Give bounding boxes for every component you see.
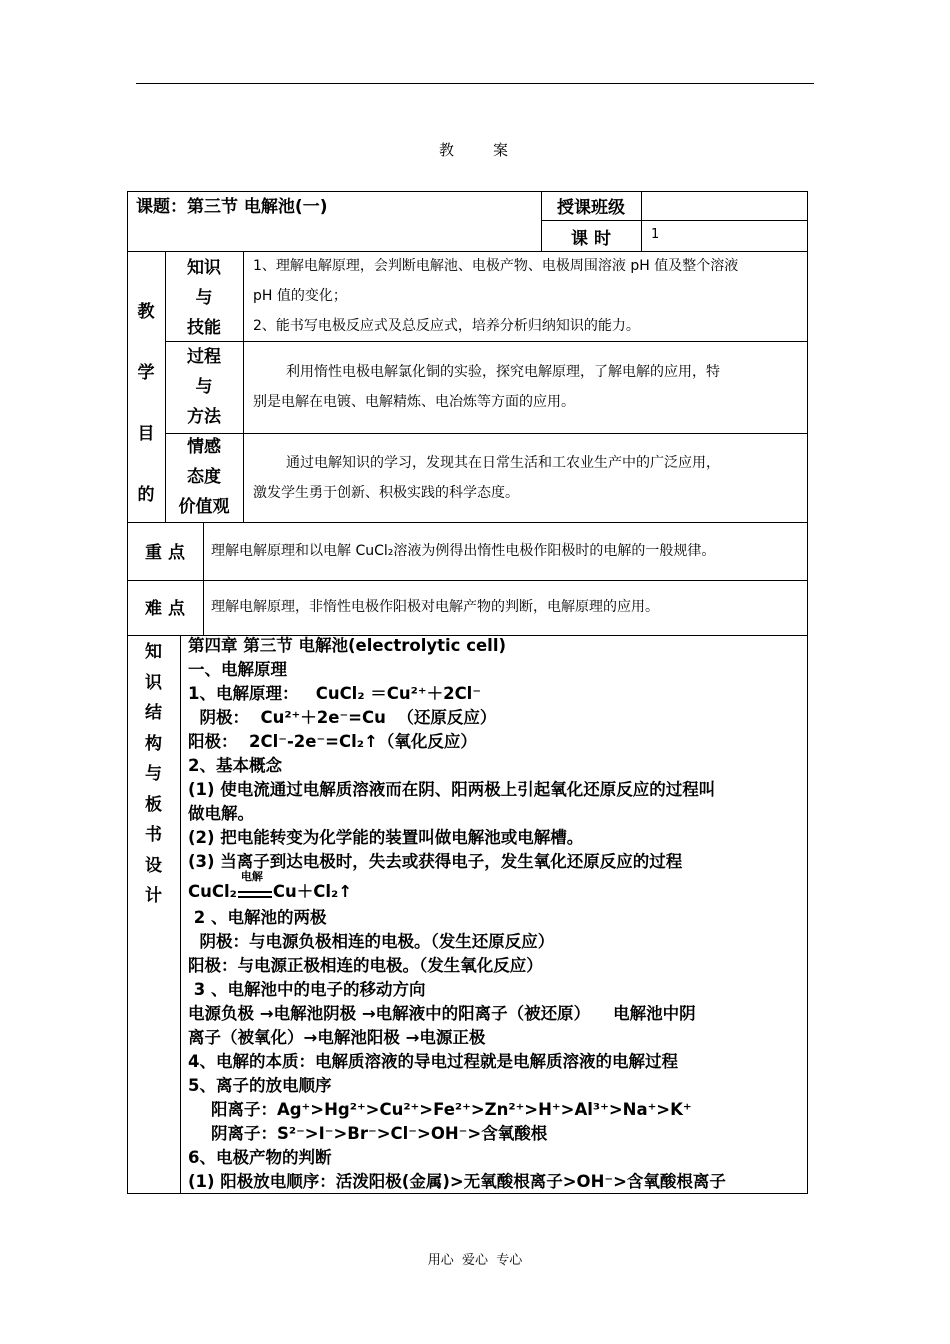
- text-line: 通过电解知识的学习，发现其在日常生活和工农业生产中的广泛应用，: [286, 455, 720, 471]
- period-label: 课 时: [571, 229, 611, 249]
- label-line: 与: [195, 288, 213, 308]
- objective-label-attitude: [165, 432, 243, 522]
- row-divider: [127, 580, 808, 581]
- cell-divider: [203, 522, 204, 635]
- objective-label-process: [165, 342, 243, 432]
- objective-text-knowledge: [253, 251, 803, 341]
- label-char: 知: [145, 642, 162, 662]
- equation-line: 阴极： Cu²⁺＋2e⁻=Cu （还原反应）: [188, 708, 497, 727]
- label-line: 与: [195, 377, 213, 397]
- cation-order: 阳离子：Ag⁺>Hg²⁺>Cu²⁺>Fe²⁺>Zn²⁺>H⁺>Al³⁺>Na⁺>K⁺: [188, 1100, 692, 1119]
- board-design-content: [188, 634, 804, 1194]
- objective-text-process: [253, 357, 803, 417]
- text-line: 电源负极 →电解池阴极 →电解液中的阳离子（被还原） 电解池中阴: [188, 1004, 696, 1023]
- topic-title: 课题：第三节 电解池(一): [136, 197, 328, 217]
- chapter-heading: 第四章 第三节 电解池(electrolytic cell): [188, 636, 507, 655]
- equation-line: 1、电解原理： CuCl₂ ＝Cu²⁺＋2Cl⁻: [188, 684, 482, 703]
- objective-label-knowledge: [165, 253, 243, 343]
- label-char: 板: [145, 794, 162, 815]
- text-line: (2) 把电能转变为化学能的装置叫做电解池或电解槽。: [188, 828, 584, 847]
- electrolysis-equation: [188, 869, 804, 906]
- label-line: 技能: [187, 318, 221, 338]
- subsection-heading: 5、离子的放电顺序: [188, 1076, 332, 1095]
- text-line: 1、理解电解原理，会判断电解池、电极产物、电极周围溶液 pH 值及整个溶液: [253, 258, 739, 274]
- knowledge-section-label: [127, 637, 180, 912]
- title-char: 案: [493, 141, 512, 159]
- period-value: 1: [651, 227, 660, 242]
- page-footer: 用心 爱心 专心: [427, 1253, 523, 1268]
- subsection-heading: 2、基本概念: [188, 756, 282, 775]
- row-divider: [165, 341, 808, 342]
- label-char: 构: [145, 733, 162, 754]
- subsection-heading: 3 、电解池中的电子的移动方向: [188, 980, 426, 999]
- reactant: CuCl₂: [188, 882, 237, 901]
- condition-label: 电解: [240, 869, 263, 883]
- cell-divider: [641, 191, 642, 251]
- header-rule: [136, 83, 814, 84]
- label-char: 书: [145, 825, 162, 845]
- label-line: 价值观: [178, 497, 230, 517]
- text-line: 阳极：与电源正极相连的电极。（发生氧化反应）: [188, 956, 543, 975]
- cell-divider: [180, 635, 181, 1194]
- text-line: (1) 阳极放电顺序：活泼阳极(金属)>无氧酸根离子>OH⁻>含氧酸根离子: [188, 1172, 726, 1191]
- electrolysis-condition-sign: [238, 869, 272, 903]
- document-title: [0, 139, 950, 160]
- objective-text-attitude: [253, 448, 803, 508]
- equals-bar: [238, 896, 272, 898]
- subsection-heading: 6、电极产物的判断: [188, 1148, 332, 1167]
- text-line: 别是电解在电镀、电解精炼、电冶炼等方面的应用。: [253, 394, 575, 410]
- products: Cu＋Cl₂↑: [272, 882, 353, 901]
- equals-bar: [238, 891, 272, 893]
- key-point-text: 理解电解原理和以电解 CuCl₂溶液为例得出惰性电极作阳极时的电解的一般规律。: [211, 543, 716, 559]
- text-line: 4、电解的本质：电解质溶液的导电过程就是电解质溶液的电解过程: [188, 1052, 678, 1071]
- title-char: 教: [438, 141, 457, 159]
- text-line: 离子（被氧化）→电解池阳极 →电源正极: [188, 1028, 486, 1047]
- label-char: 计: [145, 886, 162, 906]
- label-line: 方法: [187, 407, 221, 427]
- label-char: 教: [137, 302, 155, 322]
- label-char: 设: [145, 855, 162, 876]
- anion-order: 阴离子：S²⁻>I⁻>Br⁻>Cl⁻>OH⁻>含氧酸根: [188, 1124, 548, 1143]
- label-char: 结: [145, 703, 162, 723]
- text-line: 做电解。: [188, 804, 254, 823]
- cell-divider: [243, 251, 244, 522]
- row-divider: [127, 522, 808, 523]
- label-char: 识: [145, 672, 162, 693]
- label-char: 目: [137, 424, 155, 444]
- label-line: 情感: [187, 437, 221, 457]
- text-line: (3) 当离子到达电极时，失去或获得电子，发生氧化还原反应的过程: [188, 852, 683, 871]
- text-line: (1) 使电流通过电解质溶液而在阴、阳两极上引起氧化还原反应的过程叫: [188, 780, 716, 799]
- equation-line: 阳极： 2Cl⁻-2e⁻=Cl₂↑（氧化反应）: [188, 732, 477, 751]
- objectives-section-label: [127, 282, 165, 526]
- text-line: 利用惰性电极电解氯化铜的实验，探究电解原理，了解电解的应用，特: [286, 364, 720, 380]
- class-label: 授课班级: [557, 198, 625, 218]
- label-char: 学: [137, 363, 155, 383]
- section-heading: 一、电解原理: [188, 660, 287, 679]
- subsection-heading: 2 、电解池的两极: [188, 908, 327, 927]
- label-char: 与: [145, 764, 162, 784]
- difficulty-text: 理解电解原理，非惰性电极作阳极对电解产物的判断，电解原理的应用。: [211, 599, 659, 615]
- label-line: 态度: [187, 467, 221, 487]
- label-char: 的: [137, 485, 155, 505]
- text-line: 阴极：与电源负极相连的电极。（发生还原反应）: [188, 932, 555, 951]
- label-line: 过程: [187, 347, 221, 367]
- key-point-label: 重 点: [145, 543, 185, 563]
- row-divider: [165, 433, 808, 434]
- difficulty-label: 难 点: [145, 599, 185, 619]
- text-line: pH 值的变化；: [253, 288, 347, 304]
- label-line: 知识: [187, 258, 221, 278]
- cell-divider: [541, 220, 808, 221]
- text-line: 激发学生勇于创新、积极实践的科学态度。: [253, 485, 519, 501]
- text-line: 2、能书写电极反应式及总反应式，培养分析归纳知识的能力。: [253, 318, 640, 334]
